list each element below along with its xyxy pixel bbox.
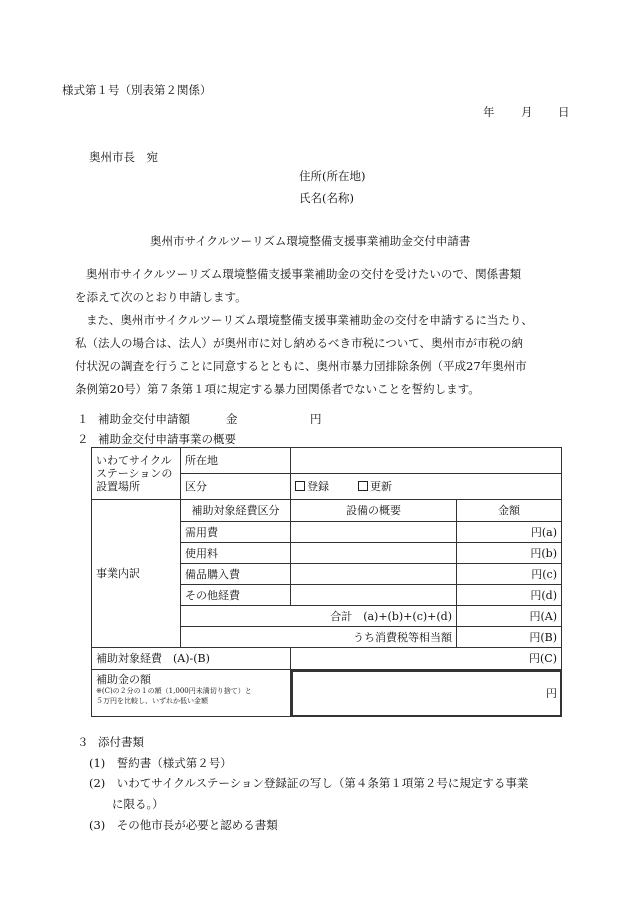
col-equipment: 設備の概要	[291, 500, 457, 522]
subsidy-note-line2: ５万円を比較し、いずれか低い金額	[96, 697, 208, 705]
attachment-item-continued: に限る。）	[112, 797, 164, 811]
category-options	[291, 474, 562, 500]
location-label: 所在地	[181, 448, 291, 474]
form-number: 様式第１号（別表第２関係）	[62, 83, 212, 97]
expense-row-equipment[interactable]	[291, 522, 457, 543]
expense-row-label: 備品購入費	[181, 564, 291, 585]
body-text	[75, 263, 575, 401]
para1-line2: を添えて次のとおり申請します。	[75, 290, 247, 304]
date-month: 月	[521, 105, 533, 119]
col-expense-type: 補助対象経費区分	[181, 500, 291, 522]
expense-row-amount[interactable]: 円(c)	[457, 564, 562, 585]
section1-kin: 金	[226, 412, 238, 426]
details-label: 事業内訳	[92, 500, 181, 648]
expense-row-equipment[interactable]	[291, 585, 457, 606]
subsidy-cell	[92, 670, 291, 717]
renewal-checkbox[interactable]	[358, 481, 368, 491]
subsidy-amount[interactable]: 円	[291, 670, 562, 717]
expense-row-label: その他経費	[181, 585, 291, 606]
section1-label: 補助金交付申請額	[98, 412, 190, 426]
attachment-item: (3) その他市長が必要と認める書類	[89, 818, 278, 832]
category-label: 区分	[181, 474, 291, 500]
subsidy-label: 補助金の額	[96, 673, 151, 686]
date-day: 日	[558, 105, 570, 119]
section3-number: ３	[77, 735, 89, 749]
tax-label: うち消費税等相当額	[181, 627, 457, 648]
eligible-expense-amount[interactable]: 円(C)	[291, 648, 562, 670]
para2-line3: 付状況の調査を行うことに同意するとともに、奥州市暴力団排除条例（平成27年奥州市	[75, 359, 527, 373]
addressee: 奥州市長 宛	[89, 150, 158, 164]
expense-row-amount[interactable]: 円(d)	[457, 585, 562, 606]
expense-row-label: 需用費	[181, 522, 291, 543]
expense-row-label: 使用料	[181, 543, 291, 564]
expense-row-amount[interactable]: 円(b)	[457, 543, 562, 564]
subsidy-note-line1: ※(C)の２分の１の額（1,000円未満切り捨て）と	[96, 687, 252, 695]
col-amount: 金額	[457, 500, 562, 522]
section2-label: 補助金交付申請事業の概要	[98, 432, 236, 446]
registered-label: 登録	[307, 480, 329, 493]
attachment-item: (2) いわてサイクルステーション登録証の写し（第４条第１項第２号に規定する事業	[89, 776, 529, 790]
attachment-item: (1) 誓約書（様式第２号）	[89, 756, 232, 770]
section2-number: ２	[77, 432, 89, 446]
para2-line2: 私（法人の場合は、法人）が奥州市に対し納めるべき市税について、奥州市が市税の納	[75, 336, 524, 350]
location-value[interactable]	[291, 448, 562, 474]
para1-line1: 奥州市サイクルツーリズム環境整備支援事業補助金の交付を受けたいので、関係書類	[86, 267, 522, 281]
total-label: 合計 (a)+(b)+(c)+(d)	[181, 606, 457, 627]
total-amount[interactable]: 円(A)	[457, 606, 562, 627]
renewal-label: 更新	[370, 480, 392, 493]
document-title: 奥州市サイクルツーリズム環境整備支援事業補助金交付申請書	[150, 234, 471, 248]
name-label: 氏名(名称)	[299, 191, 354, 205]
expense-row-equipment[interactable]	[291, 564, 457, 585]
para2-line4: 条例第20号）第７条第１項に規定する暴力団関係者でないことを誓約します。	[75, 382, 480, 396]
eligible-expense-label: 補助対象経費 (A)-(B)	[92, 648, 291, 670]
address-label: 住所(所在地)	[299, 169, 366, 183]
expense-row-equipment[interactable]	[291, 543, 457, 564]
overview-table	[91, 447, 562, 717]
place-header: いわてサイクルステーションの設置場所	[92, 448, 181, 500]
registered-checkbox[interactable]	[295, 481, 305, 491]
para2-line1: また、奥州市サイクルツーリズム環境整備支援事業補助金の交付を申請するに当たり、	[86, 313, 533, 327]
section3-label: 添付書類	[98, 735, 144, 749]
expense-row-amount[interactable]: 円(a)	[457, 522, 562, 543]
section1-number: １	[77, 412, 89, 426]
section1-yen: 円	[310, 412, 322, 426]
tax-amount[interactable]: 円(B)	[457, 627, 562, 648]
date-year: 年	[483, 105, 495, 119]
